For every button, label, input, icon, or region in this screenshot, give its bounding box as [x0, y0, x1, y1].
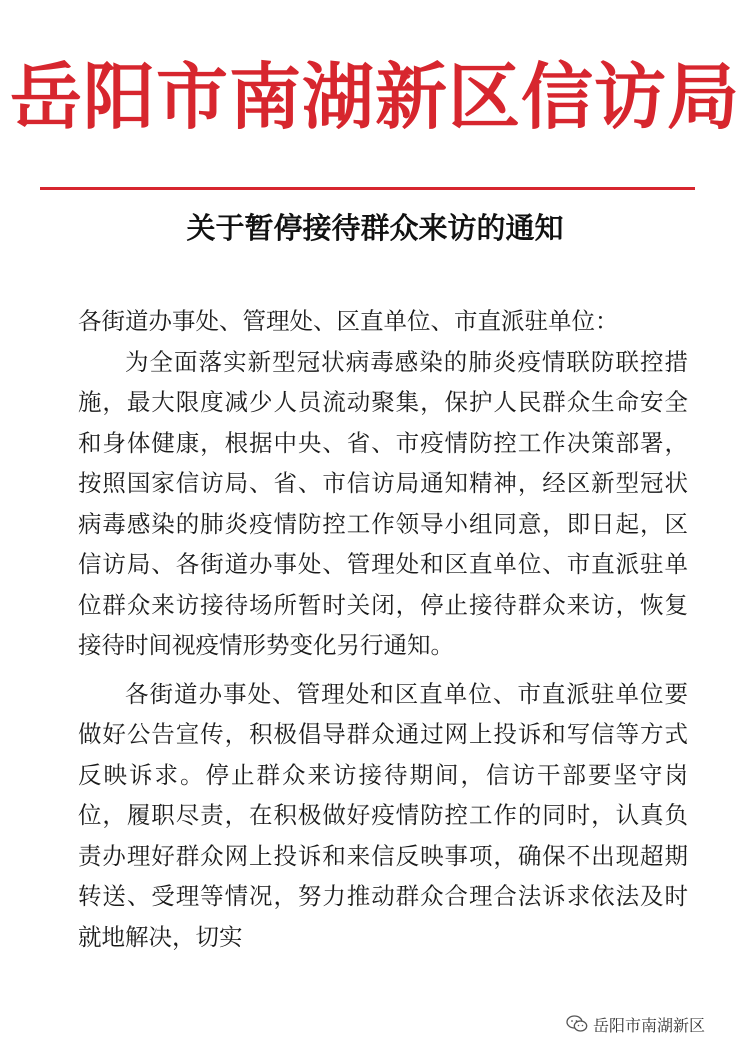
notice-body [78, 301, 688, 957]
notice-paragraph-1: 为全面落实新型冠状病毒感染的肺炎疫情联防联控措施，最大限度减少人员流动聚集，保护人民群众生命安全和身体健康，根据中央、省、市疫情防控工作决策部署，按照国家信访局、省、市信访局通知精神，经区新型冠状病毒感染的肺炎疫情防控工作领导小组同意，即日起，区信访局、各街道办事处、管理处和区直单位、市直派驻单位群众来访接待场所暂时关闭，停止接待群众来访，恢复接待时间视疫情形势变化另行通知。 [78, 347, 688, 659]
watermark-text: 岳阳市南湖新区 [593, 1015, 706, 1035]
wechat-watermark [566, 1011, 705, 1037]
header-divider-rule [40, 187, 695, 190]
header-org-name: 岳阳市南湖新区信访局 [9, 54, 740, 139]
wechat-icon [566, 1015, 588, 1033]
notice-paragraph-2: 各街道办事处、管理处和区直单位、市直派驻单位要做好公告宣传，积极倡导群众通过网上投诉和写信等方式反映诉求。停止群众来访接待期间，信访干部要坚守岗位，履职尽责，在积极做好疫情防控工作的同时，认真负责办理好群众网上投诉和来信反映事项，确保不出现超期转送、受理等情况，努力推动群众合理合法诉求依法及时就地解决，切实 [78, 679, 688, 951]
notice-salutation: 各街道办事处、管理处、区直单位、市直派驻单位： [78, 307, 619, 335]
notice-title: 关于暂停接待群众来访的通知 [186, 211, 564, 245]
